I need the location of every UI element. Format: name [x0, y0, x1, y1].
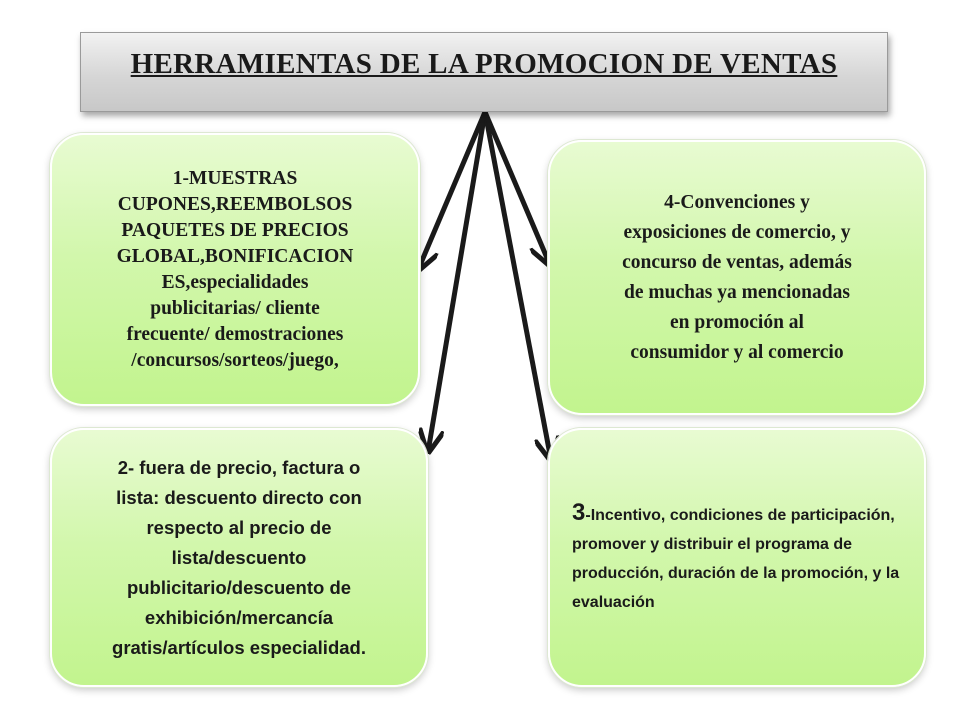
arrow-to-box-4 — [485, 112, 550, 265]
arrow-to-box-2 — [428, 112, 485, 452]
box-3-incentivo — [548, 428, 926, 687]
box-1-text: 1-MUESTRAS CUPONES,REEMBOLSOS PAQUETES DE PRECIOS GLOBAL,BONIFICACION ES,especialidades publicitarias/ cliente frecuente/ demostraciones /concursos/sorteos/juego, — [116, 167, 354, 371]
box-4-text: 4-Convenciones y exposiciones de comercio, y concurso de ventas, además de muchas ya mencionadas en promoción al consumidor y al comercio — [622, 191, 852, 363]
box-2-text: 2- fuera de precio, factura o lista: descuento directo con respecto al precio de lista/descuento publicitario/descuento de exhibición/mercancía gratis/artículos especialidad. — [112, 456, 366, 658]
box-3-body: -Incentivo, condiciones de participación, promover y distribuir el programa de producción, duración de la promoción, y la evaluación — [572, 507, 900, 611]
box-3-number: 3 — [572, 499, 586, 526]
box-1-muestras — [50, 133, 420, 406]
title-box — [80, 32, 888, 112]
box-3-text — [572, 498, 902, 617]
diagram-title: HERRAMIENTAS DE LA PROMOCION DE VENTAS — [130, 47, 838, 80]
arrow-to-box-1 — [418, 112, 485, 270]
arrow-to-box-3 — [485, 112, 551, 460]
box-2-fuera-de-precio — [50, 428, 428, 687]
box-4-convenciones — [548, 140, 926, 415]
